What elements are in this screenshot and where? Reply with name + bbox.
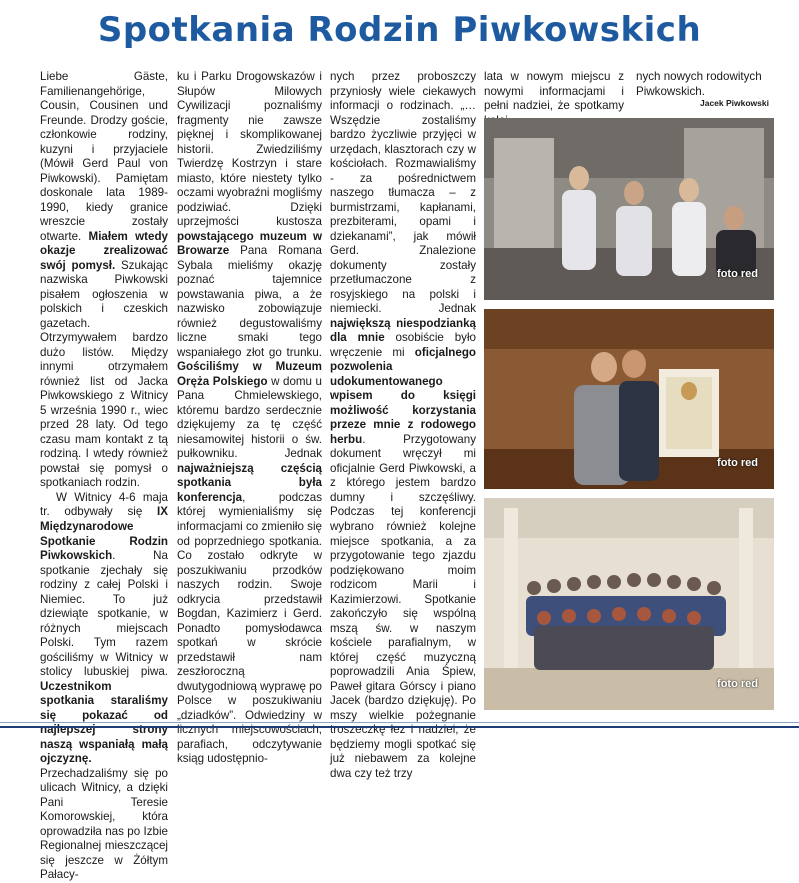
photo-document-handover xyxy=(484,309,774,489)
photo-brewery xyxy=(484,118,774,300)
photo-group xyxy=(484,498,774,710)
bold-run: IX Międzynarodowe Spotkanie Rodzin Piwkowskich xyxy=(40,505,168,563)
footer-rule-thin xyxy=(0,722,799,723)
bold-run: największą niespodzianką dla mnie xyxy=(330,316,476,345)
paragraph: nych nowych rodowitych Piwkowskich. xyxy=(636,70,762,98)
text-run: , podczas której wymienialiśmy się informacjami co zmieniło się od poprzedniego spotkania. Co zostało odkryte w poszukiwaniu przodków naszych rodzin. Swoje odkrycia przedstawił Bogdan, Kazimierz i Gerd. Ponadto pomysłodawca spotkań w skrócie przedstawił nam zeszłoroczną dwutygodniową wyprawę po Polsce w poszukiwaniu „dziadków”. Odwiedziny w licznych miejscowościach, parafiach, odczytywanie ksiąg udostępnio- xyxy=(177,490,323,766)
column-4-right xyxy=(636,70,774,99)
text-run: Przechadzaliśmy się po ulicach Witnicy, a dzięki Pani Teresie Komorowskiej, która oprowadziła nas po Izbie Regionalnej mieszczącej się jeszcze w Żółtym Pałacy- xyxy=(40,766,168,882)
article-title: Spotkania Rodzin Piwkowskich xyxy=(97,10,702,50)
text-run: Szukając nazwiska Piwkowski pisałem ogłoszenia w polskich i czeskich gazetach. Otrzymywałem bardzo dużo listów. Między innymi otrzymałem również list od Jacka Piwkowskiego z Witnicy 5 września 1990 r., wiec przed 28 laty. Od tego czasu mam kontakt z tą rodziną. I wtedy również powstał się pomysł o spotkaniach rodzin. xyxy=(40,258,168,490)
photo-caption: foto red xyxy=(717,457,758,469)
text-run: Pana Romana Sybala mieliśmy okazję poznać tajemnice powstawania piwa, a że nazwisko zobowiązuje również degustowaliśmy liczne smaki tego wspaniałego złot go trunku. xyxy=(177,244,322,359)
text-run: w domu u Pana Chmielewskiego, któremu bardzo serdecznie dziękujemy za tę część niesamowitej historii o św. pułkowniku. Jednak xyxy=(177,374,322,461)
bold-run: najważniejszą częścią spotkania była konferencja xyxy=(177,461,322,504)
paragraph xyxy=(40,491,168,883)
text-run: Liebe Gäste, Familienangehörige, Cousin, Cousinen und Freunde. Drodzy goście, członkowie rodziny, kuzyni i przyjaciele (Mówił Gerd Paul von Piwkowski). Pamiętam doskonale lata 1989-1990, kiedy granice wreszcie zostały otwarte. xyxy=(40,70,168,243)
text-run: . Przygotowany dokument wręczył mi oficjalnie Gerd Piwkowski, a z którego jestem bardzo dumny i szczęśliwy. Podczas tej konferencji wybrano również kolejne miejsce spotkania, a za przygotowanie tego zjazdu podziękowano moim rodzicom Marii i Kazimierzowi. Spotkanie zakończyło się wspólną mszą św. w naszym kościele parafialnym, w której część muzyczną poprowadzili Ania Śpiew, Paweł gitara Górscy i piano Jacek (bardzo dziękuję). Po mszy wielkie pożegnanie troszeczkę łez i nadziei, że będziemy mogli spotkać się już niebawem za kolejne dwa czy też trzy xyxy=(330,432,476,780)
paragraph xyxy=(40,70,168,491)
bold-run: powstającego muzeum w Browarze xyxy=(177,229,322,258)
text-run: W Witnicy 4-6 maja tr. odbywały się xyxy=(40,490,168,519)
bold-run: Uczestnikom spotkania staraliśmy się pokazać od najlepszej strony naszą wspaniałą małą ojczyznę. xyxy=(40,679,168,766)
paragraph: lata w nowym miejscu z nowymi informacjami i pełni nadziei, że spotkamy xyxy=(484,70,624,113)
text-run: ku i Parku Drogowskazów i Słupów Milowych Cywilizacji poznaliśmy fragmenty nie zawsze pięknej i skomplikowanej historii. Zwiedziliśmy Twierdzę Kostrzyn i stare miasto, które niestety tylko oczami wyobraźni mogliśmy podziwiać. Dzięki uprzejmości kustosza xyxy=(177,70,322,229)
author-signature: Jacek Piwkowski xyxy=(700,98,769,108)
bold-run: Miałem wtedy okazje zrealizować swój pomysł. xyxy=(40,229,168,272)
bold-run: oficjalnego pozwolenia udokumentowanego wpisem do księgi możliwość korzystania przeze mnie z rodowego herbu xyxy=(330,345,476,446)
bold-run: Gościliśmy w Muzeum Oręża Polskiego xyxy=(177,360,322,388)
text-run: osobiście było wręczenie mi xyxy=(330,331,476,359)
column-2 xyxy=(177,70,322,767)
paragraph xyxy=(330,70,476,781)
column-3 xyxy=(330,70,476,781)
paragraph xyxy=(177,70,322,767)
photo-caption: foto red xyxy=(717,678,758,690)
text-run: nych przez proboszczy przyniosły wiele ciekawych informacji o rodzinach. „… Wszędzie zostaliśmy bardzo życzliwie przyjęci w urzędach, klasztorach czy w kościołach. Rozmawialiśmy - za pośrednictwem naszego tłumacza – z burmistrzami, kapłanami, prezbiterami, opami i dziekanami”, jak mówił Gerd. Znalezione dokumenty zostały przetłumaczone z rosyjskiego na polski i niemiecki. Jednak xyxy=(330,70,476,316)
footer-rule-thick xyxy=(0,726,799,728)
column-1 xyxy=(40,70,168,883)
text-run: . Na spotkanie zjechały się rodziny z całej Polski i Niemiec. To już dziewiąte spotkanie, w różnych miejscach Polski. Tym razem gościliśmy w Witnicy w stolicy lubuskiej piwa. xyxy=(40,549,168,679)
photo-caption: foto red xyxy=(717,268,758,280)
